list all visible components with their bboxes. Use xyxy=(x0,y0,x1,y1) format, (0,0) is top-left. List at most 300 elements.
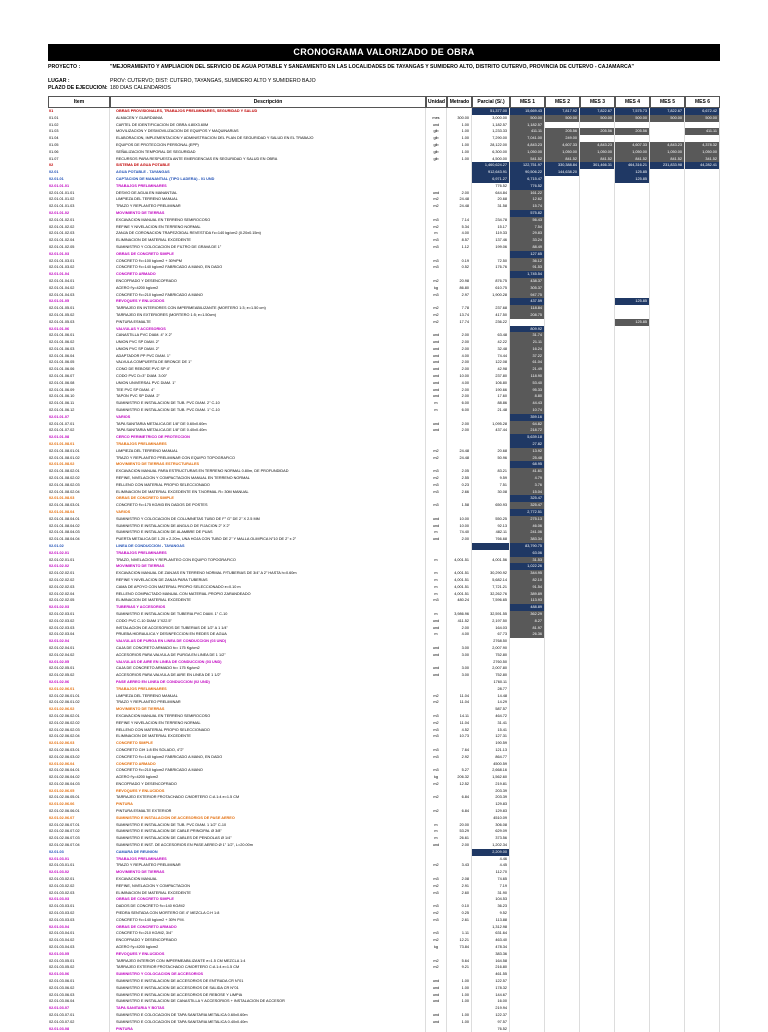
cell-item: 02.01.02.06.07.04 xyxy=(48,842,110,849)
table-row xyxy=(48,1019,720,1026)
table-row xyxy=(48,638,720,645)
cell-month-4 xyxy=(615,842,650,849)
cell-month-6 xyxy=(685,434,720,441)
cell-month-1 xyxy=(510,992,545,999)
cell-metrado: 1.00 xyxy=(447,122,472,129)
cell-month-3 xyxy=(580,631,615,638)
cell-month-5 xyxy=(650,788,685,795)
cell-month-5 xyxy=(650,767,685,774)
cell-month-6 xyxy=(685,570,720,577)
cell-item: 02.01.03.02.02 xyxy=(48,883,110,890)
table-row xyxy=(48,964,720,971)
cell-month-4 xyxy=(615,727,650,734)
cell-item: 02.01.01.07.02 xyxy=(48,427,110,434)
cell-month-4 xyxy=(615,679,650,686)
cell-unit: m xyxy=(426,822,447,829)
cell-month-6 xyxy=(685,665,720,672)
cell-month-2 xyxy=(545,509,580,516)
cell-parcial: 74.44 xyxy=(472,353,510,360)
cell-description: PUERTA METALICA DE 1.20 x 2.20m, UNA HOJA CON TUBO DE 2" Y MALLA OLIMPICA N°10 DE 2" x 2" xyxy=(110,536,426,543)
cell-item: 02.01.01.06.03 xyxy=(48,346,110,353)
cell-item: 02.01.02.06.02.02 xyxy=(48,720,110,727)
cell-month-5 xyxy=(650,407,685,414)
cell-metrado xyxy=(447,788,472,795)
cell-month-5 xyxy=(650,380,685,387)
cell-parcial: 752.80 xyxy=(472,672,510,679)
cell-metrado xyxy=(447,869,472,876)
cell-parcial: 36.23 xyxy=(472,903,510,910)
cell-month-2: 144,638.20 xyxy=(545,169,580,176)
cell-parcial: 2,007.80 xyxy=(472,665,510,672)
cell-month-1 xyxy=(510,876,545,883)
cell-unit: m xyxy=(426,230,447,237)
cell-unit: m3 xyxy=(426,890,447,897)
cell-month-3 xyxy=(580,862,615,869)
cell-month-6 xyxy=(685,1005,720,1012)
cell-month-4 xyxy=(615,570,650,577)
table-row xyxy=(48,625,720,632)
cell-metrado: 5.34 xyxy=(447,224,472,231)
cell-month-5 xyxy=(650,659,685,666)
table-row xyxy=(48,536,720,543)
cell-month-4 xyxy=(615,400,650,407)
cell-month-5 xyxy=(650,292,685,299)
cell-month-4 xyxy=(615,502,650,509)
cell-month-3 xyxy=(580,958,615,965)
cell-metrado: 3.43 xyxy=(447,862,472,869)
cell-month-2 xyxy=(545,958,580,965)
cell-parcial: 629.09 xyxy=(472,828,510,835)
table-row xyxy=(48,421,720,428)
cell-item: 01.04 xyxy=(48,135,110,142)
cell-month-5 xyxy=(650,903,685,910)
cell-month-6 xyxy=(685,312,720,319)
cell-item: 02.01.01.02.04 xyxy=(48,237,110,244)
cell-month-2 xyxy=(545,400,580,407)
cell-month-4 xyxy=(615,890,650,897)
cell-description: VARIOS xyxy=(110,509,426,516)
cell-month-5 xyxy=(650,828,685,835)
cell-month-6 xyxy=(685,672,720,679)
cell-month-3 xyxy=(580,910,615,917)
cell-month-4 xyxy=(615,754,650,761)
cell-month-4 xyxy=(615,285,650,292)
cell-month-6 xyxy=(685,529,720,536)
cell-parcial: 417.50 xyxy=(472,312,510,319)
table-row xyxy=(48,475,720,482)
cell-item: 02.01.03.01.01 xyxy=(48,862,110,869)
cell-month-3 xyxy=(580,183,615,190)
cell-month-4 xyxy=(615,292,650,299)
cell-parcial xyxy=(472,434,510,441)
cell-month-5 xyxy=(650,393,685,400)
table-row xyxy=(48,271,720,278)
cell-month-5 xyxy=(650,210,685,217)
cell-month-1: 438.37 xyxy=(510,278,545,285)
cell-month-4 xyxy=(615,563,650,570)
cell-month-6 xyxy=(685,930,720,937)
cell-metrado: 1.58 xyxy=(447,502,472,509)
cell-description: CAMA DE APOYO CON MATERIAL PROPIO SELECCIONADO e=0.10 m xyxy=(110,584,426,591)
cell-month-2 xyxy=(545,224,580,231)
cell-month-6 xyxy=(685,896,720,903)
table-row xyxy=(48,210,720,217)
cell-month-6 xyxy=(685,883,720,890)
cell-description: CONCRETO f'c=140 kg/cm2 FABRICADO A MANO, EN DADO xyxy=(110,264,426,271)
cell-month-6 xyxy=(685,971,720,978)
cell-unit: m2 xyxy=(426,720,447,727)
cell-month-2 xyxy=(545,196,580,203)
cell-month-1 xyxy=(510,937,545,944)
table-row xyxy=(48,482,720,489)
cell-parcial: 219.81 xyxy=(472,781,510,788)
table-row xyxy=(48,196,720,203)
cell-unit: und xyxy=(426,985,447,992)
cell-parcial: 190.59 xyxy=(472,740,510,747)
cell-item: 02.01.02.06.03.01 xyxy=(48,747,110,754)
cell-month-5 xyxy=(650,359,685,366)
cell-month-2 xyxy=(545,774,580,781)
cell-item: 01.07 xyxy=(48,156,110,163)
cell-month-3 xyxy=(580,176,615,183)
cell-item: 02.01.01.07.01 xyxy=(48,421,110,428)
cell-metrado xyxy=(447,550,472,557)
cell-month-3 xyxy=(580,285,615,292)
cell-parcial: 106.80 xyxy=(472,380,510,387)
cell-month-5 xyxy=(650,373,685,380)
cell-unit xyxy=(426,951,447,958)
cell-month-4 xyxy=(615,550,650,557)
cell-month-3: 205.56 xyxy=(580,128,615,135)
cell-unit xyxy=(426,815,447,822)
cell-metrado xyxy=(447,183,472,190)
cell-item: 02.01.02.06 xyxy=(48,679,110,686)
cell-description: CODO PVC C-10 DIAM 1"X22.5" xyxy=(110,618,426,625)
cell-month-3 xyxy=(580,509,615,516)
cell-metrado: 13.74 xyxy=(447,312,472,319)
cell-month-3 xyxy=(580,461,615,468)
header-month-5: MES 5 xyxy=(650,96,685,108)
cell-unit xyxy=(426,298,447,305)
table-row xyxy=(48,767,720,774)
cell-month-6 xyxy=(685,380,720,387)
cell-month-5 xyxy=(650,740,685,747)
cell-unit: und xyxy=(426,652,447,659)
cell-parcial: 776.52 xyxy=(472,183,510,190)
cell-unit: m3 xyxy=(426,264,447,271)
cell-parcial: 15.41 xyxy=(472,727,510,734)
cell-unit: mes xyxy=(426,115,447,122)
cell-month-1: 218.72 xyxy=(510,427,545,434)
cell-month-3 xyxy=(580,427,615,434)
cell-month-5 xyxy=(650,251,685,258)
cell-item: 02.01.01.04.01 xyxy=(48,278,110,285)
cell-description: TRABAJOS PRELIMINARES xyxy=(110,686,426,693)
cell-month-6: 500.00 xyxy=(685,115,720,122)
cell-month-1 xyxy=(510,849,545,856)
cell-month-3 xyxy=(580,815,615,822)
cell-metrado xyxy=(447,271,472,278)
cell-description: OBRAS DE CONCRETO SIMPLE xyxy=(110,251,426,258)
cell-parcial: 4.45 xyxy=(472,862,510,869)
cell-month-3 xyxy=(580,550,615,557)
cell-month-6 xyxy=(685,1019,720,1026)
cell-month-2 xyxy=(545,387,580,394)
cell-month-4 xyxy=(615,584,650,591)
cell-month-5 xyxy=(650,557,685,564)
cell-month-5 xyxy=(650,964,685,971)
cell-month-1: 541.52 xyxy=(510,156,545,163)
cell-metrado: 2.00 xyxy=(447,421,472,428)
cell-month-4 xyxy=(615,1026,650,1032)
cell-month-4 xyxy=(615,924,650,931)
cell-metrado: 2.92 xyxy=(447,754,472,761)
table-row xyxy=(48,699,720,706)
cell-unit: m3 xyxy=(426,903,447,910)
cell-month-1 xyxy=(510,903,545,910)
cell-month-2 xyxy=(545,264,580,271)
cell-item: 02.01.01.08.02 xyxy=(48,461,110,468)
cell-month-4 xyxy=(615,196,650,203)
cell-month-4 xyxy=(615,346,650,353)
cell-month-5: 500.00 xyxy=(650,115,685,122)
cell-month-2 xyxy=(545,502,580,509)
cell-item: 02.01.02.06.02.01 xyxy=(48,713,110,720)
cell-parcial: 7,596.65 xyxy=(472,597,510,604)
cell-metrado: 411.52 xyxy=(447,618,472,625)
cell-description: TARRAJEO EXTERIOR FROTACHADO C/MORTERO C:A 1:4 e=1.5 CM xyxy=(110,794,426,801)
cell-month-1 xyxy=(510,645,545,652)
cell-parcial: 113.88 xyxy=(472,917,510,924)
cell-month-2 xyxy=(545,292,580,299)
cell-month-1 xyxy=(510,930,545,937)
cell-unit xyxy=(426,679,447,686)
cell-month-2 xyxy=(545,781,580,788)
cell-month-1 xyxy=(510,1026,545,1032)
cell-metrado: 11.04 xyxy=(447,720,472,727)
cell-month-5 xyxy=(650,441,685,448)
cell-description: AGUA POTABLE - TAYANGAS xyxy=(110,169,426,176)
cell-month-1: 8.80 xyxy=(510,393,545,400)
cell-month-6 xyxy=(685,190,720,197)
cell-parcial: 216.80 xyxy=(472,964,510,971)
cell-description: UNION UNIVERSAL PVC DIAM. 1" xyxy=(110,380,426,387)
cell-month-4 xyxy=(615,536,650,543)
cell-month-3 xyxy=(580,740,615,747)
cell-unit xyxy=(426,659,447,666)
cell-description: PINTURA xyxy=(110,801,426,808)
cell-month-2 xyxy=(545,733,580,740)
cell-item: 02.01.03.07 xyxy=(48,1005,110,1012)
cell-month-5 xyxy=(650,1005,685,1012)
cell-month-3 xyxy=(580,359,615,366)
cell-month-6 xyxy=(685,992,720,999)
header-metrado: Metrado xyxy=(447,96,472,108)
cell-parcial: 4,001.56 xyxy=(472,557,510,564)
header-month-6: MES 6 xyxy=(685,96,720,108)
cell-month-3 xyxy=(580,319,615,326)
cell-description: INSTALACION DE ACCESORIOS DE TUBERIAS DE 1/2" A 1 1/4" xyxy=(110,625,426,632)
cell-month-5 xyxy=(650,482,685,489)
cell-month-2 xyxy=(545,427,580,434)
meta-term xyxy=(48,85,171,92)
cell-month-3 xyxy=(580,570,615,577)
cell-month-1: 15.04 xyxy=(510,489,545,496)
table-row xyxy=(48,672,720,679)
cell-month-2 xyxy=(545,618,580,625)
cell-month-3 xyxy=(580,1026,615,1032)
meta-label: PROYECTO : xyxy=(48,64,81,70)
cell-metrado xyxy=(447,896,472,903)
table-row xyxy=(48,190,720,197)
cell-description: SUMINISTRO E INSTALACION DE CANASTILLA Y ACCESORIOS + INSTALACION DE ACCESOR xyxy=(110,998,426,1005)
cell-month-3 xyxy=(580,774,615,781)
cell-description: SUMINISTRO E INST. DE ACCESORIOS EN PASE AEREO Ø 1" 1/2", L=20.00m xyxy=(110,842,426,849)
cell-unit: m2 xyxy=(426,196,447,203)
table-row xyxy=(48,944,720,951)
cell-description: SISTEMA DE AGUA POTABLE xyxy=(110,162,426,169)
cell-month-3: 1,050.00 xyxy=(580,149,615,156)
cell-month-4 xyxy=(615,774,650,781)
cell-month-4: 841.52 xyxy=(615,156,650,163)
cell-item: 02.01.03.05 xyxy=(48,951,110,958)
cell-month-4 xyxy=(615,686,650,693)
cell-unit: m3 xyxy=(426,258,447,265)
cell-month-1 xyxy=(510,794,545,801)
table-row xyxy=(48,822,720,829)
cell-unit: m2 xyxy=(426,455,447,462)
cell-month-1: 122,751.97 xyxy=(510,162,545,169)
cell-month-6 xyxy=(685,890,720,897)
cell-unit: m3 xyxy=(426,597,447,604)
cell-month-6 xyxy=(685,835,720,842)
cell-unit: m xyxy=(426,835,447,842)
cell-unit: und xyxy=(426,190,447,197)
cell-month-5 xyxy=(650,353,685,360)
cell-metrado: 4.00 xyxy=(447,631,472,638)
cell-month-5 xyxy=(650,733,685,740)
cell-month-5 xyxy=(650,434,685,441)
cell-month-1: 383.34 xyxy=(510,536,545,543)
cell-month-2 xyxy=(545,856,580,863)
cell-parcial: 76.52 xyxy=(472,1026,510,1032)
cell-item: 02.01.02.05.01 xyxy=(48,665,110,672)
cell-month-4 xyxy=(615,475,650,482)
cell-metrado: 2.00 xyxy=(447,536,472,543)
table-row xyxy=(48,740,720,747)
cell-month-6: 4,378.32 xyxy=(685,142,720,149)
cell-month-5 xyxy=(650,706,685,713)
cell-description: TRABAJOS PRELIMINARES xyxy=(110,856,426,863)
cell-month-5 xyxy=(650,128,685,135)
cell-month-2 xyxy=(545,176,580,183)
cell-description: REFINE, NIVELACION Y COMPACTACION MANUAL EN TERRENO NORMAL xyxy=(110,475,426,482)
cell-month-6 xyxy=(685,591,720,598)
cell-parcial xyxy=(472,251,510,258)
cell-item: 02.01.01.08.02.02 xyxy=(48,475,110,482)
cell-month-5 xyxy=(650,883,685,890)
cell-month-2 xyxy=(545,468,580,475)
cell-description: SUMINISTRO E INSTALACION DE CABLES DE PENDOLAS Ø 1/4" xyxy=(110,835,426,842)
cell-item: 02.01.02.06.04.02 xyxy=(48,774,110,781)
cell-month-3 xyxy=(580,529,615,536)
cell-description: LIMPIEZA DEL TERRENO MANUAL xyxy=(110,693,426,700)
cell-metrado: 3.00 xyxy=(447,665,472,672)
cell-unit: und xyxy=(426,387,447,394)
cell-item: 02.01.01 xyxy=(48,176,110,183)
cell-month-1: 275.13 xyxy=(510,516,545,523)
meta-value: 180 DIAS CALENDARIOS xyxy=(110,85,171,91)
cell-item: 01.06 xyxy=(48,149,110,156)
cell-month-4 xyxy=(615,312,650,319)
cell-month-5: 841.52 xyxy=(650,156,685,163)
cell-parcial: 1,182.57 xyxy=(472,122,510,129)
cell-month-1: 411.11 xyxy=(510,128,545,135)
cell-month-2 xyxy=(545,862,580,869)
cell-metrado xyxy=(447,495,472,502)
cell-month-1 xyxy=(510,822,545,829)
cell-month-3 xyxy=(580,706,615,713)
cell-month-5 xyxy=(650,591,685,598)
cell-description: CANASTILLA PVC DIAM. 4" X 2" xyxy=(110,332,426,339)
cell-description: SUMINISTRO E INSTALACION DE ACCESORIOS DE REBOSE Y LIMPIA xyxy=(110,992,426,999)
cell-item: 02.01.03 xyxy=(48,849,110,856)
cell-parcial: 644.84 xyxy=(472,190,510,197)
header-month-2: MES 2 xyxy=(545,96,580,108)
cell-item: 02.01.02.06.07.03 xyxy=(48,835,110,842)
cell-month-2 xyxy=(545,876,580,883)
cell-month-3 xyxy=(580,665,615,672)
cell-parcial: 5,682.14 xyxy=(472,577,510,584)
cell-month-1 xyxy=(510,951,545,958)
cell-month-5: 231,833.98 xyxy=(650,162,685,169)
cell-month-6 xyxy=(685,774,720,781)
cell-parcial: 92.13 xyxy=(472,523,510,530)
cell-month-4 xyxy=(615,767,650,774)
cell-unit: m2 xyxy=(426,224,447,231)
cell-month-2: 500.00 xyxy=(545,115,580,122)
cell-month-4 xyxy=(615,244,650,251)
cell-item: 02.01.02.03.01 xyxy=(48,611,110,618)
table-row xyxy=(48,652,720,659)
cell-metrado: 74.40 xyxy=(447,529,472,536)
cell-parcial: 20.68 xyxy=(472,448,510,455)
cell-month-4 xyxy=(615,339,650,346)
cell-description: SUMINISTRO E COLOCACION DE TAPA SANITARIA METALICA 0.60x0.60m xyxy=(110,1012,426,1019)
cell-month-3 xyxy=(580,944,615,951)
cell-month-2 xyxy=(545,699,580,706)
cell-metrado xyxy=(447,543,472,550)
cell-description: TAPA SANITARIA Y BOTAS xyxy=(110,1005,426,1012)
cell-month-1: 389.89 xyxy=(510,591,545,598)
cell-parcial xyxy=(472,563,510,570)
cell-month-2 xyxy=(545,754,580,761)
table-row xyxy=(48,978,720,985)
cell-item: 01 xyxy=(48,108,110,115)
table-row xyxy=(48,951,720,958)
cell-month-2 xyxy=(545,604,580,611)
cell-month-6 xyxy=(685,475,720,482)
cell-item: 01.01 xyxy=(48,115,110,122)
cell-month-5 xyxy=(650,686,685,693)
cell-month-2 xyxy=(545,842,580,849)
cell-item: 02.01.02.06.02.03 xyxy=(48,727,110,734)
cell-metrado xyxy=(447,740,472,747)
cell-month-5 xyxy=(650,958,685,965)
cell-month-5 xyxy=(650,529,685,536)
cell-unit xyxy=(426,686,447,693)
cell-month-4 xyxy=(615,455,650,462)
